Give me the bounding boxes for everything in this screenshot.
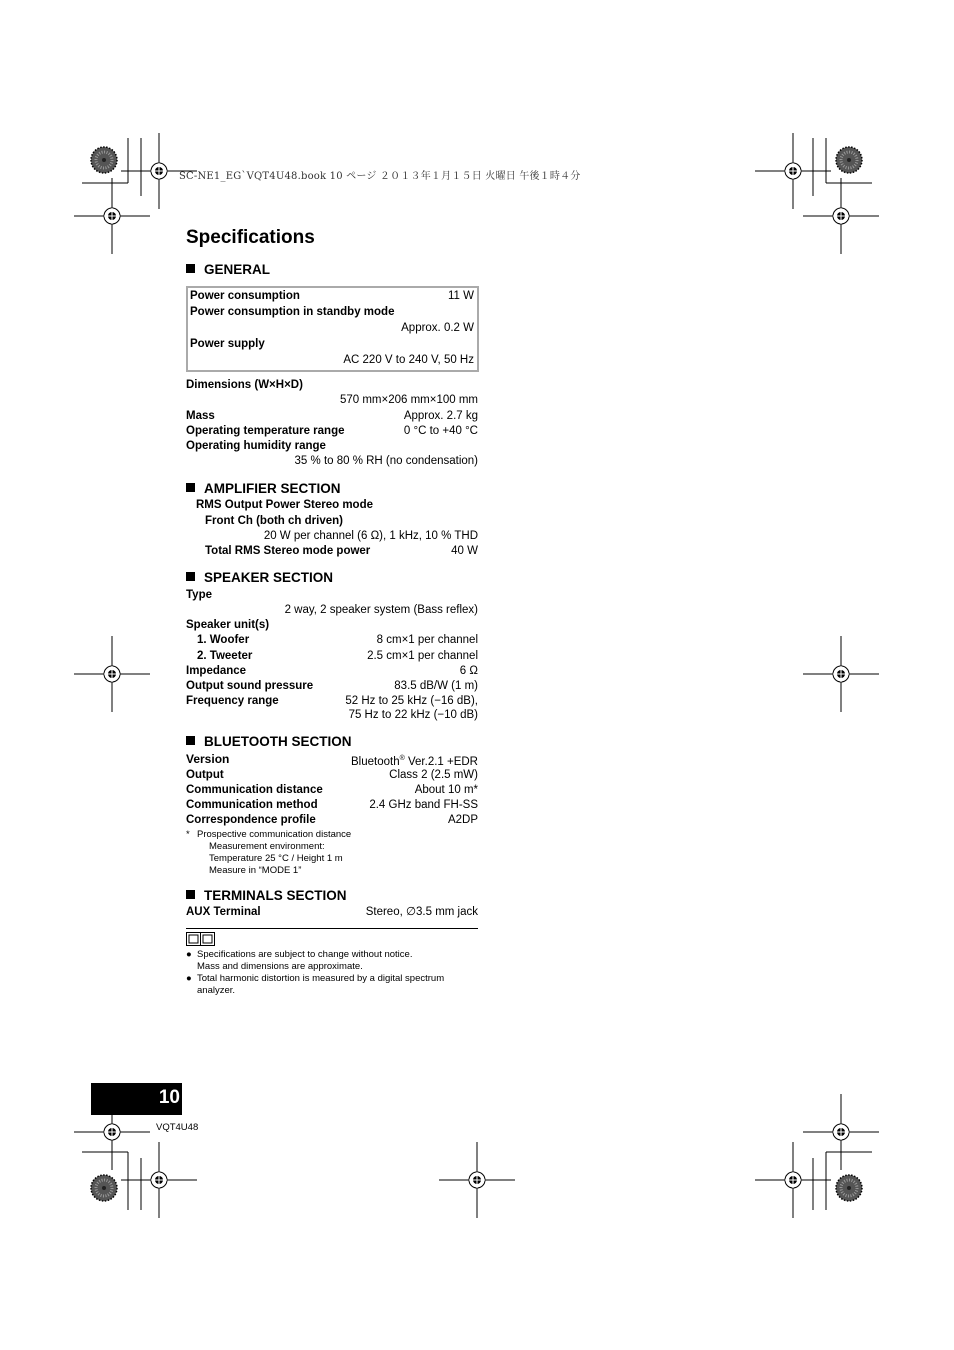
bt-distance-label: Communication distance <box>186 784 323 796</box>
square-bullet-icon <box>186 572 195 581</box>
bt-output-value: Class 2 (2.5 mW) <box>389 769 478 781</box>
section-heading-general: GENERAL <box>186 262 270 277</box>
bt-profile-label: Correspondence profile <box>186 814 316 826</box>
bt-method-label: Communication method <box>186 799 318 811</box>
op-temp-value: 0 °C to +40 °C <box>403 425 478 437</box>
sound-pressure-value: 83.5 dB/W (1 m) <box>394 680 478 692</box>
bt-version-value: Bluetooth® Ver.2.1 +EDR <box>351 755 478 768</box>
standby-label: Power consumption in standby mode <box>190 306 395 318</box>
page-number: 10 <box>158 1087 180 1108</box>
front-ch-label: Front Ch (both ch driven) <box>205 515 343 527</box>
square-bullet-icon <box>186 890 195 899</box>
dimensions-label: Dimensions (W×H×D) <box>186 379 303 391</box>
square-bullet-icon <box>186 736 195 745</box>
dimensions-value: 570 mm×206 mm×100 mm <box>339 394 478 406</box>
tweeter-value: 2.5 cm×1 per channel <box>367 650 478 662</box>
bullet-dot-icon: ● <box>186 973 192 984</box>
footnote-line-4: Measure in “MODE 1” <box>209 865 302 876</box>
op-humidity-value: 35 % to 80 % RH (no condensation) <box>294 455 478 467</box>
frequency-range-value-2: 75 Hz to 22 kHz (−10 dB) <box>348 709 478 721</box>
footnote-star: * <box>186 829 190 840</box>
frequency-range-value-1: 52 Hz to 25 kHz (−16 dB), <box>345 695 478 707</box>
total-rms-value: 40 W <box>451 545 478 557</box>
aux-terminal-label: AUX Terminal <box>186 906 261 918</box>
impedance-label: Impedance <box>186 665 247 677</box>
total-rms-label: Total RMS Stereo mode power <box>205 545 371 557</box>
section-heading-amplifier: AMPLIFIER SECTION <box>186 481 341 496</box>
aux-terminal-value: Stereo, ∅3.5 mm jack <box>365 906 478 918</box>
print-header-line: SC-NE1_EG`VQT4U48.book 10 ページ ２０１３年１月１５日 火曜日 午後１時４分 <box>179 171 581 182</box>
note-line-2b: analyzer. <box>197 985 236 996</box>
note-line-1b: Mass and dimensions are approximate. <box>197 961 363 972</box>
sound-pressure-label: Output sound pressure <box>186 680 314 692</box>
note-line-2a: Total harmonic distortion is measured by a digital spectrum <box>197 973 445 984</box>
speaker-type-value: 2 way, 2 speaker system (Bass reflex) <box>284 604 478 616</box>
tweeter-label: 2. Tweeter <box>197 650 253 662</box>
mass-label: Mass <box>186 410 215 422</box>
frequency-range-label: Frequency range <box>186 695 279 707</box>
power-consumption-label: Power consumption <box>190 290 300 302</box>
power-supply-label: Power supply <box>190 338 265 350</box>
note-line-1a: Specifications are subject to change without notice. <box>197 949 413 960</box>
footnote-line-2: Measurement environment: <box>209 841 325 852</box>
section-heading-speaker: SPEAKER SECTION <box>186 570 333 585</box>
bt-distance-value: About 10 m* <box>414 784 478 796</box>
speaker-type-label: Type <box>186 589 212 601</box>
rms-output-label: RMS Output Power Stereo mode <box>196 499 373 511</box>
bt-output-label: Output <box>186 769 224 781</box>
op-temp-label: Operating temperature range <box>186 425 345 437</box>
woofer-value: 8 cm×1 per channel <box>376 634 478 646</box>
bt-profile-value: A2DP <box>447 814 478 826</box>
footnote-line-1: Prospective communication distance <box>197 829 352 840</box>
bt-method-value: 2.4 GHz band FH-SS <box>369 799 478 811</box>
woofer-label: 1. Woofer <box>197 634 250 646</box>
square-bullet-icon <box>186 264 195 273</box>
speaker-units-label: Speaker unit(s) <box>186 619 270 631</box>
op-humidity-label: Operating humidity range <box>186 440 326 452</box>
square-bullet-icon <box>186 483 195 492</box>
power-supply-value: AC 220 V to 240 V, 50 Hz <box>343 354 474 366</box>
divider <box>186 928 478 929</box>
section-heading-bluetooth: BLUETOOTH SECTION <box>186 734 352 749</box>
bullet-dot-icon: ● <box>186 949 192 960</box>
page-title: Specifications <box>186 227 315 248</box>
note-book-icon <box>186 932 216 946</box>
section-heading-terminals: TERMINALS SECTION <box>186 888 347 903</box>
document-code: VQT4U48 <box>156 1122 199 1133</box>
impedance-value: 6 Ω <box>459 665 478 677</box>
mass-value: Approx. 2.7 kg <box>403 410 478 422</box>
bt-version-label: Version <box>186 752 230 766</box>
front-ch-value: 20 W per channel (6 Ω), 1 kHz, 10 % THD <box>263 530 478 542</box>
standby-value: Approx. 0.2 W <box>401 322 474 334</box>
footnote-line-3: Temperature 25 °C / Height 1 m <box>209 853 343 864</box>
power-consumption-value: 11 W <box>448 290 474 302</box>
